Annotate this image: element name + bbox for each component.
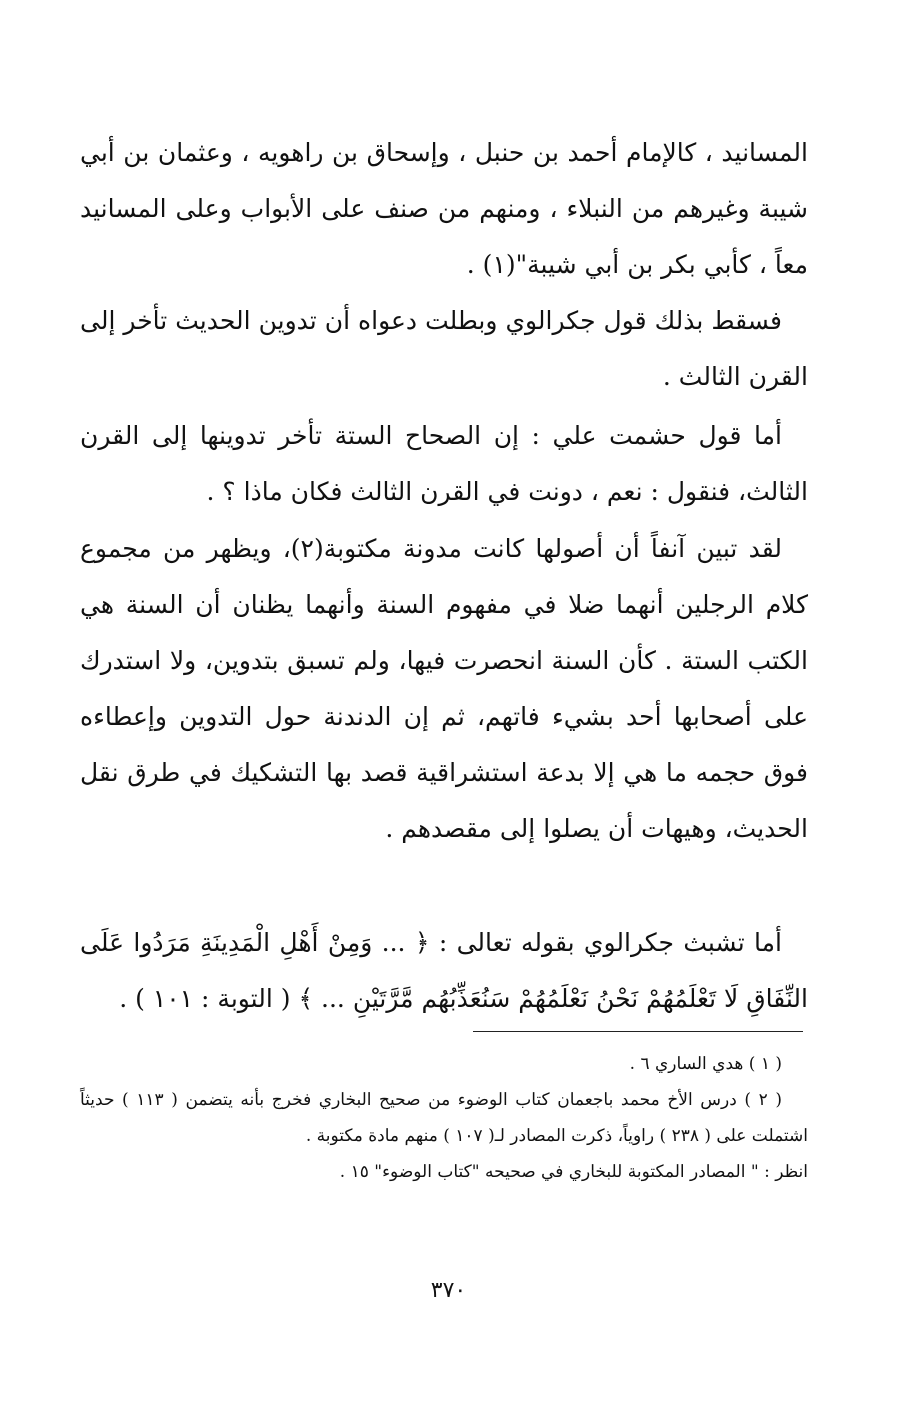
- page-number: ٣٧٠: [430, 1278, 467, 1303]
- paragraph-text: لقد تبين آنفاً أن أصولها كانت مدونة مكتوبة(٢)، ويظهر من مجموع كلام الرجلين أنهما ضلا في مفهوم السنة وأنهما يظنان أن السنة هي الكتب الستة . كأن السنة انحصرت فيها، ولم تسبق بتدوين، ولا استدرك على أصحابها أحد بشيء فاتهم، ثم إن الدندنة حول التدوين وإعطاءه فوق حجمه ما هي إلا بدعة استشراقية قصد بها التشكيك في طرق نقل الحديث، وهيهات أن يصلوا إلى مقصدهم .: [80, 534, 808, 843]
- paragraph-hishmat-ali: [80, 408, 808, 520]
- footnote-2-reference: انظر : " المصادر المكتوبة للبخاري في صحيحه "كتاب الوضوء" ١٥ .: [339, 1162, 808, 1182]
- footnotes: [80, 1046, 808, 1190]
- paragraph-musanid: [80, 125, 808, 293]
- footnote-1: ( ١ ) هدي الساري ٦ .: [629, 1054, 782, 1074]
- verse-intro: أما تشبث جكرالوي بقوله تعالى : ﴿ ...: [372, 928, 782, 957]
- paragraph-text: المسانيد ، كالإمام أحمد بن حنبل ، وإسحاق بن راهويه ، وعثمان بن أبي شيبة وغيرهم من النبلاء ، ومنهم من صنف على الأبواب وعلى المسانيد معاً ، كأبي بكر بن أبي شيبة"(١) .: [80, 138, 808, 279]
- paragraph-text: [80, 915, 808, 1027]
- paragraph-text: فسقط بذلك قول جكرالوي وبطلت دعواه أن تدوين الحديث تأخر إلى القرن الثالث .: [80, 306, 808, 391]
- footnote-2: ( ٢ ) درس الأخ محمد باجعمان كتاب الوضوء من صحيح البخاري فخرج بأنه يتضمن ( ١١٣ ) حديثاً اشتملت على ( ٢٣٨ ) راوياً، ذكرت المصادر لـ( ١٠٧ ) منهم مادة مكتوبة .: [80, 1090, 808, 1146]
- footnote-separator: [473, 1031, 803, 1032]
- verse-reference: ... ﴾ ( التوبة : ١٠١ ) .: [119, 984, 353, 1013]
- paragraph-quran-verse: [80, 915, 808, 1027]
- paragraph-sunnah-concept: [80, 521, 808, 857]
- paragraph-conclusion: [80, 293, 808, 405]
- paragraph-text: أما قول حشمت علي : إن الصحاح الستة تأخر تدوينها إلى القرن الثالث، فنقول : نعم ، دونت في القرن الثالث فكان ماذا ؟ .: [80, 421, 808, 506]
- quran-verse: وَمِنْ أَهْلِ الْمَدِينَةِ مَرَدُوا عَلَى النِّفَاقِ لَا تَعْلَمُهُمْ نَحْنُ نَعْلَمُهُمْ سَنُعَذِّبُهُم مَّرَّتَيْنِ: [80, 928, 808, 1013]
